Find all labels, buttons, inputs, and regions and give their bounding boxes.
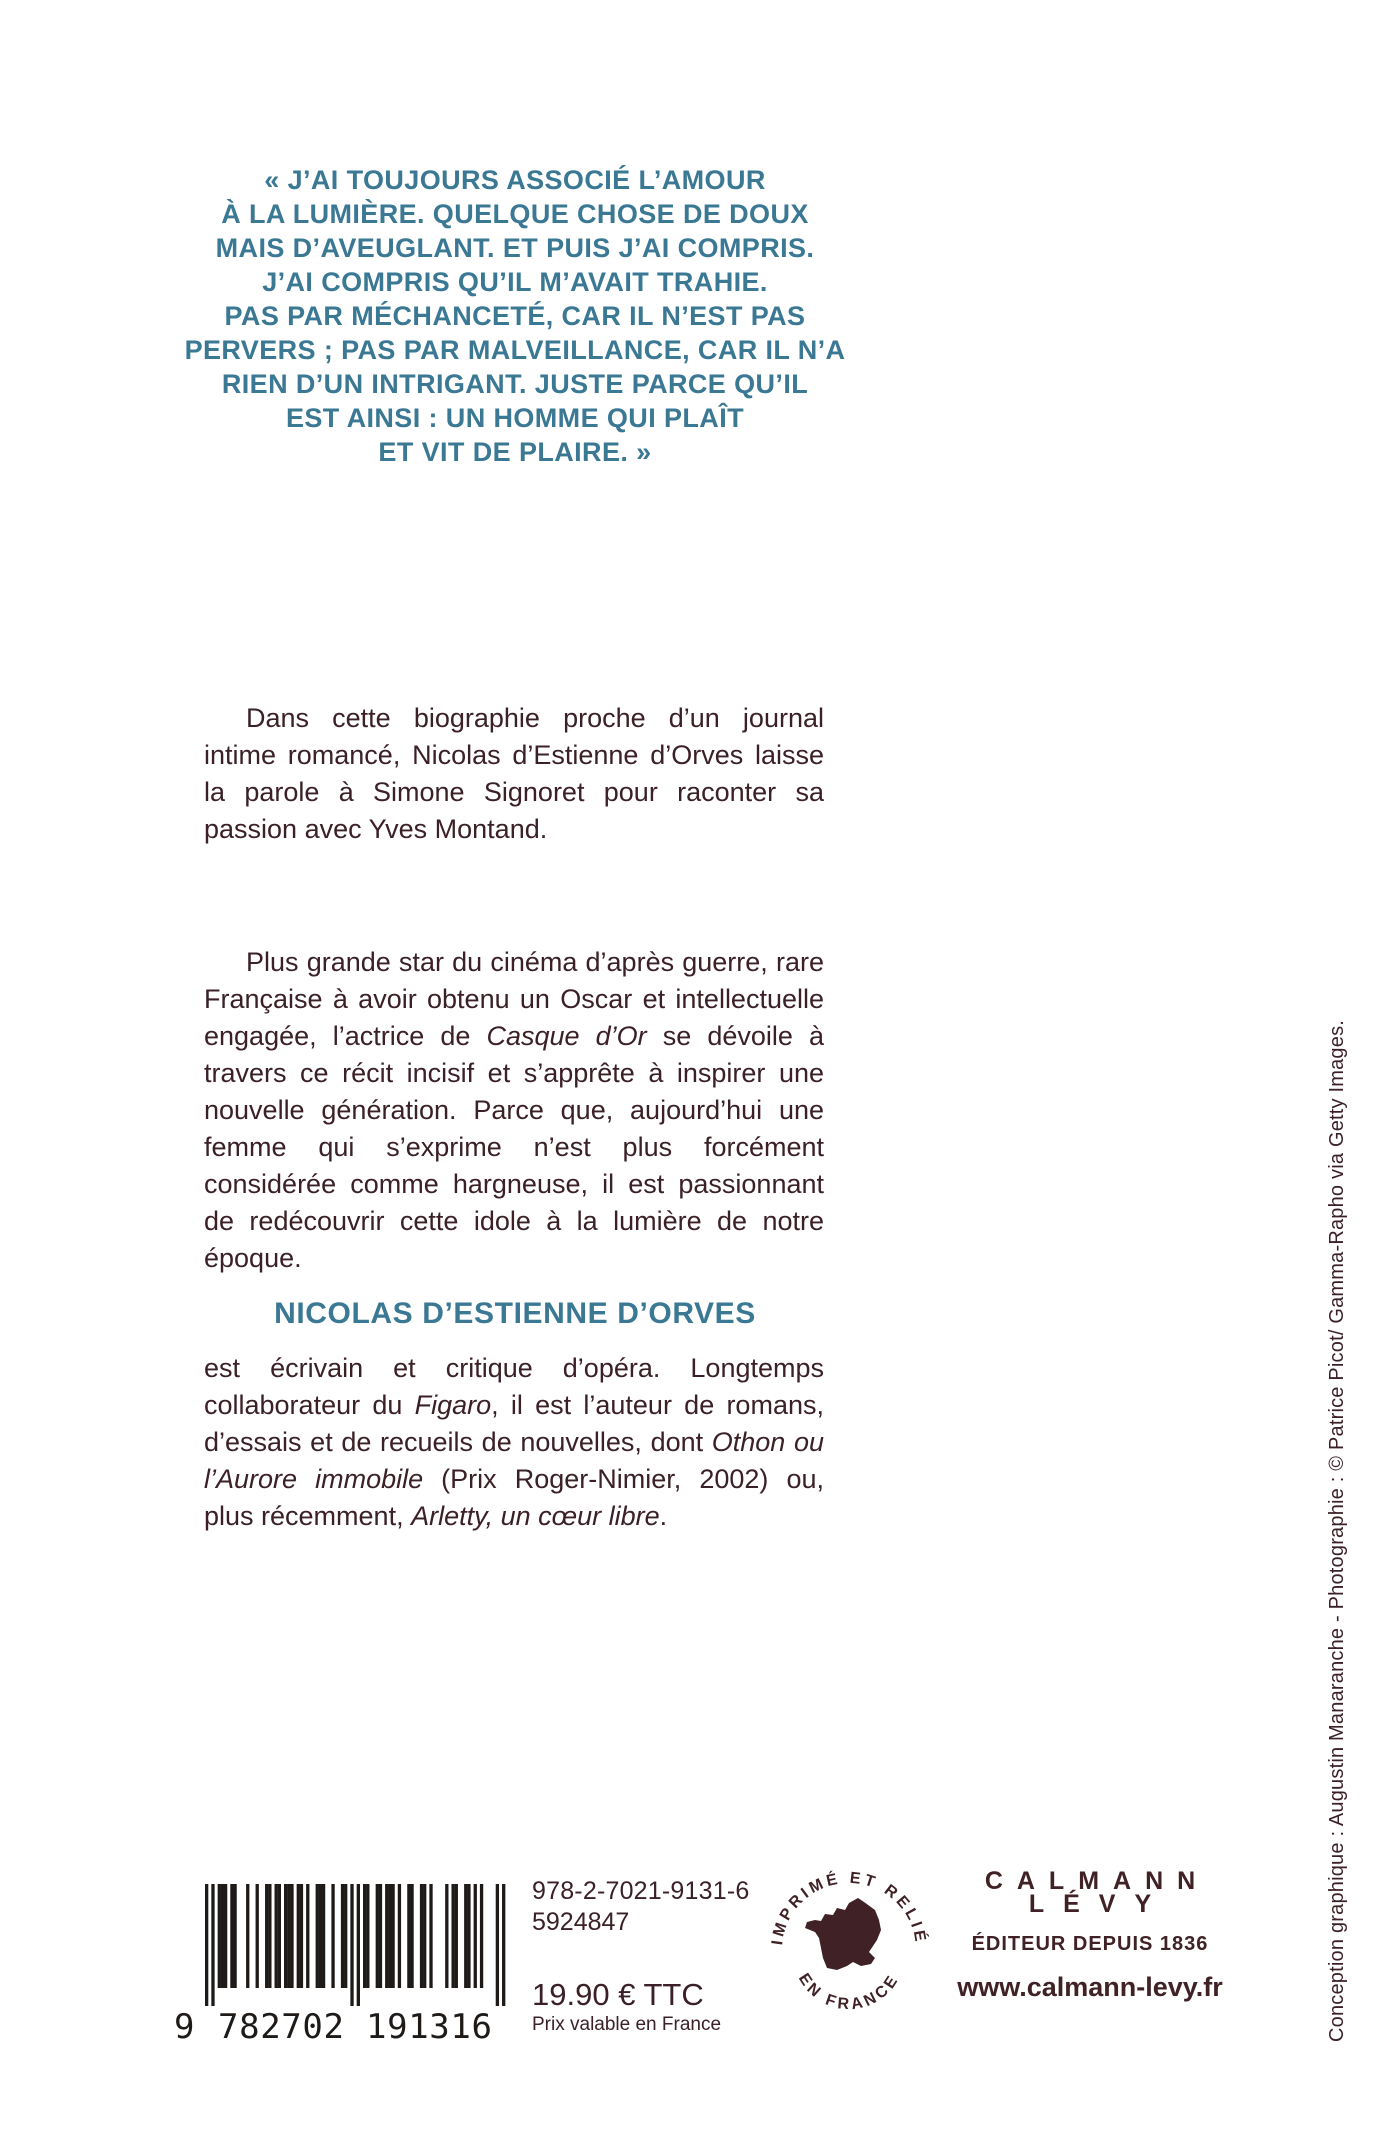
france-map-icon	[805, 1898, 881, 1970]
barcode-bars	[205, 1884, 505, 2006]
quote-line: PAS PAR MÉCHANCETÉ, CAR IL N’EST PAS	[224, 301, 806, 331]
author-bio: est écrivain et critique d’opéra. Longtemps collaborateur du Figaro, il est l’auteur de romans, d’essais et de recueils de nouvelles, dont Othon ou l’Aurore immobile (Prix Roger-Nimier, 2002) ou, plus récemment, Arletty, un cœur libre.	[204, 1353, 824, 1531]
paragraph-intro-text: Dans cette biographie proche d’un journal intime romancé, Nicolas d’Estienne d’Orves laisse la parole à Simone Signoret pour raconter sa passion avec Yves Montand.	[204, 703, 824, 844]
price: 19.90 € TTC	[532, 1977, 704, 2012]
book-title-italic: Casque d’Or	[486, 1021, 647, 1051]
quote-line: EST AINSI : UN HOMME QUI PLAÎT	[285, 403, 744, 433]
quote-line: « J’AI TOUJOURS ASSOCIÉ L’AMOUR	[264, 165, 766, 195]
book-title-italic: Othon ou l’Aurore immobile	[204, 1427, 824, 1494]
publisher-name-line1: CALMANN	[984, 1867, 1210, 1895]
quote-line: MAIS D’AVEUGLANT. ET PUIS J’AI COMPRIS.	[215, 233, 815, 263]
paragraph-description: Plus grande star du cinéma d’après guerre, rare Française à avoir obtenu un Oscar et intellectuelle engagée, l’actrice de Casque d’Or se dévoile à travers ce récit incisif et s’apprête à inspirer une nouvelle génération. Parce que, aujourd’hui une femme qui s’exprime n’est plus forcément considérée comme hargneuse, il est passionnant de redécouvrir cette idole à la lumière de notre époque.	[204, 947, 824, 1273]
quote-line: PERVERS ; PAS PAR MALVEILLANCE, CAR IL N’A	[184, 335, 846, 365]
isbn-block	[532, 1876, 762, 2036]
stamp-arc-bottom: EN FRANCE	[794, 1970, 904, 2014]
book-title-italic: Arletty, un cœur libre	[411, 1501, 660, 1531]
paragraph-intro	[204, 700, 824, 848]
publisher-logo	[940, 1868, 1240, 2001]
publisher-tagline: ÉDITEUR DEPUIS 1836	[971, 1933, 1209, 1955]
stamp-arc-top: IMPRIMÉ ET RELIÉ	[769, 1869, 930, 1947]
ean-barcode	[150, 1882, 522, 2050]
author-name: NICOLAS D’ESTIENNE D’ORVES	[274, 1297, 756, 1330]
isbn-number: 978-2-7021-9131-6	[532, 1877, 750, 1905]
made-in-france-stamp	[763, 1858, 935, 2030]
publisher-website: www.calmann-levy.fr	[957, 1972, 1223, 2002]
quote-line: J’AI COMPRIS QU’IL M’AVAIT TRAHIE.	[262, 267, 768, 297]
quote-line: RIEN D’UN INTRIGANT. JUSTE PARCE QU’IL	[221, 369, 809, 399]
quote-line: ET VIT DE PLAIRE. »	[378, 437, 652, 467]
barcode-digits-group2: 191316	[366, 2007, 492, 2047]
product-ref: 5924847	[532, 1908, 630, 1936]
cover-quote	[120, 163, 910, 469]
barcode-digit-left: 9	[174, 2007, 195, 2047]
quote-line: À LA LUMIÈRE. QUELQUE CHOSE DE DOUX	[221, 199, 809, 229]
publisher-name-line2: LÉVY	[1028, 1890, 1171, 1918]
journal-title-italic: Figaro	[414, 1390, 492, 1420]
photo-credit-vertical: Conception graphique : Augustin Manaranche - Photographie : © Patrice Picot/ Gamma-Rapho via Getty Images.	[1326, 1019, 1348, 2042]
svg-text:EN FRANCE	[795, 1971, 903, 2014]
price-note: Prix valable en France	[532, 2014, 722, 2035]
barcode-digits-group1: 782702	[218, 2007, 344, 2047]
